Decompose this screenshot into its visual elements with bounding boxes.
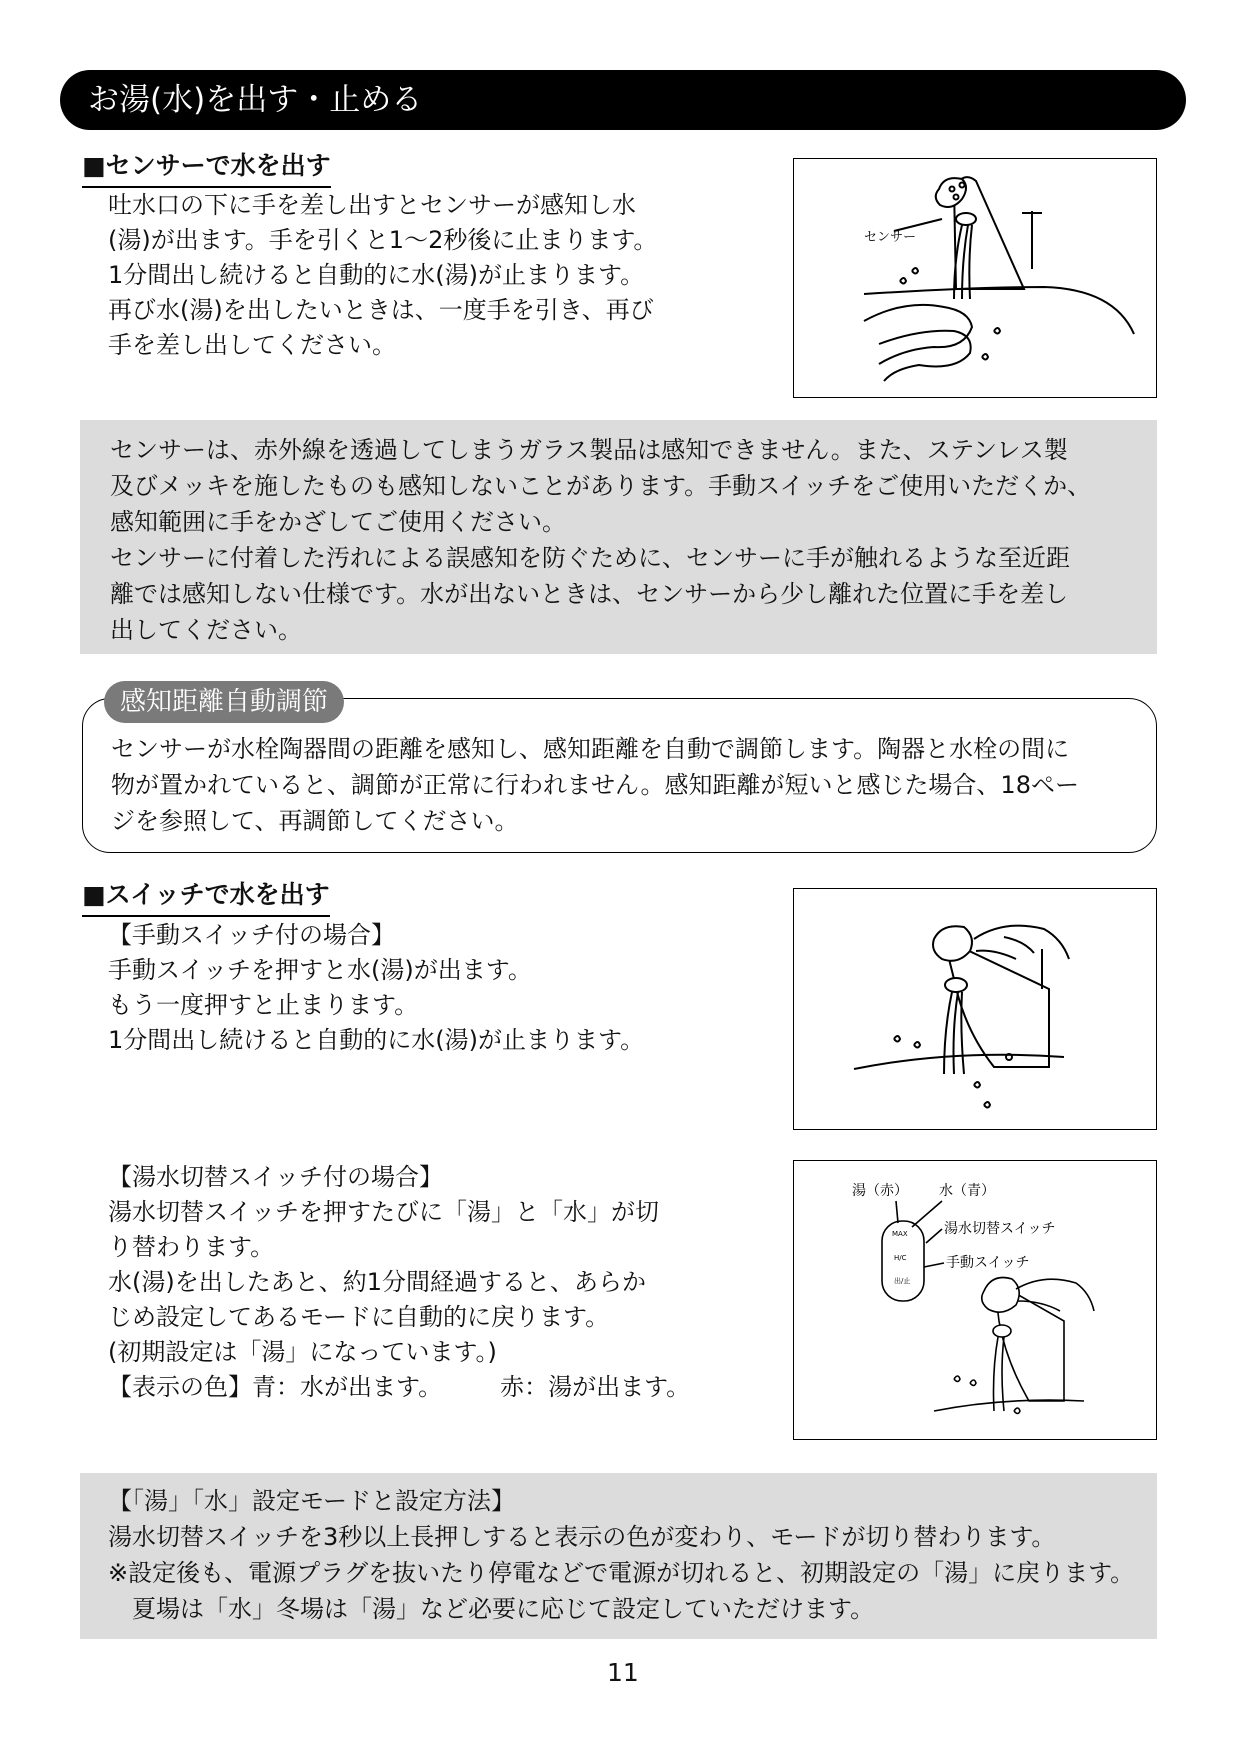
mode-setting-note [80, 1473, 1157, 1639]
hot-label: 湯（赤） [852, 1183, 908, 1199]
auto-adjust-tag: 感知距離自動調節 [104, 681, 344, 723]
color-blue-text: 青：水が出ます。 [252, 1373, 443, 1401]
display-color-line [108, 1370, 690, 1405]
manual-switch-label: 手動スイッチ [946, 1255, 1030, 1271]
text-line: 水(湯)を出したあと、約1分間経過すると、あらか [108, 1268, 646, 1296]
hot-cold-switch-label: 湯水切替スイッチ [944, 1221, 1056, 1237]
page-title: お湯(水)を出す・止める [88, 82, 423, 118]
switch-section-title: ■スイッチで水を出す [82, 875, 330, 917]
sensor-faucet-illustration [793, 158, 1157, 398]
faucet-hotcold-drawing [794, 1161, 1155, 1438]
faucet-manual-drawing [794, 889, 1155, 1128]
section-header [60, 70, 1186, 130]
text-line: (湯)が出ます。手を引くと1～2秒後に止まります。 [108, 226, 658, 254]
note-line: 【「湯」「水」設定モードと設定方法】 [108, 1487, 516, 1515]
sensor-section-title: ■センサーで水を出す [82, 146, 331, 188]
note-line: 湯水切替スイッチを3秒以上長押しすると表示の色が変わり、モードが切り替わります。 [108, 1523, 1056, 1551]
manual-switch-description [108, 918, 644, 1058]
faucet-sensor-drawing [794, 159, 1155, 396]
note-line: 及びメッキを施したものも感知しないことがあります。手動スイッチをご使用いただくか、 [110, 472, 1092, 500]
hc-button-label: H/C [894, 1254, 907, 1262]
text-line: 【手動スイッチ付の場合】 [108, 921, 396, 949]
note-line: 出してください。 [110, 616, 302, 644]
text-line: 湯水切替スイッチを押すたびに「湯」と「水」が切 [108, 1198, 660, 1226]
note-line: 物が置かれていると、調節が正常に行われません。感知距離が短いと感じた場合、18ペー [111, 771, 1079, 799]
text-line: 1分間出し続けると自動的に水(湯)が止まります。 [108, 1026, 645, 1054]
text-line: 手を差し出してください。 [108, 331, 396, 359]
text-line: じめ設定してあるモードに自動的に戻ります。 [108, 1303, 610, 1331]
manual-switch-illustration [793, 888, 1157, 1130]
text-line: もう一度押すと止まります。 [108, 991, 419, 1019]
sensor-description [108, 188, 657, 363]
text-line: 再び水(湯)を出したいときは、一度手を引き、再び [108, 296, 654, 324]
max-button-label: MAX [892, 1230, 908, 1238]
text-line: 1分間出し続けると自動的に水(湯)が止まります。 [108, 261, 645, 289]
onoff-button-label: 出/止 [894, 1277, 911, 1285]
note-line: 夏場は「水」冬場は「湯」など必要に応じて設定していただけます。 [108, 1595, 875, 1623]
hot-cold-switch-description [108, 1160, 690, 1405]
text-line: り替わります。 [108, 1233, 275, 1261]
cold-label: 水（青） [939, 1183, 995, 1199]
text-line: (初期設定は「湯」になっています。) [108, 1338, 497, 1366]
note-line: ジを参照して、再調節してください。 [111, 807, 519, 835]
color-red-text: 赤：湯が出ます。 [500, 1373, 691, 1401]
note-line: センサーは、赤外線を透過してしまうガラス製品は感知できません。また、ステンレス製 [110, 436, 1068, 464]
sensor-caution-note [80, 420, 1157, 654]
note-line: センサーが水栓陶器間の距離を感知し、感知距離を自動で調節します。陶器と水栓の間に [111, 735, 1070, 763]
page-number: 11 [607, 1658, 639, 1687]
note-line: ※設定後も、電源プラグを抜いたり停電などで電源が切れると、初期設定の「湯」に戻ります。 [108, 1559, 1135, 1587]
note-line: 感知範囲に手をかざしてご使用ください。 [110, 508, 566, 536]
note-line: センサーに付着した汚れによる誤感知を防ぐために、センサーに手が触れるような至近距 [110, 544, 1070, 572]
note-line: 離では感知しない仕様です。水が出ないときは、センサーから少し離れた位置に手を差し [110, 580, 1069, 608]
sensor-label: センサー [864, 230, 917, 245]
text-line: 手動スイッチを押すと水(湯)が出ます。 [108, 956, 532, 984]
color-label: 【表示の色】 [108, 1373, 252, 1401]
text-line: 【湯水切替スイッチ付の場合】 [108, 1163, 444, 1191]
text-line: 吐水口の下に手を差し出すとセンサーが感知し水 [108, 191, 636, 219]
hot-cold-switch-illustration [793, 1160, 1157, 1440]
